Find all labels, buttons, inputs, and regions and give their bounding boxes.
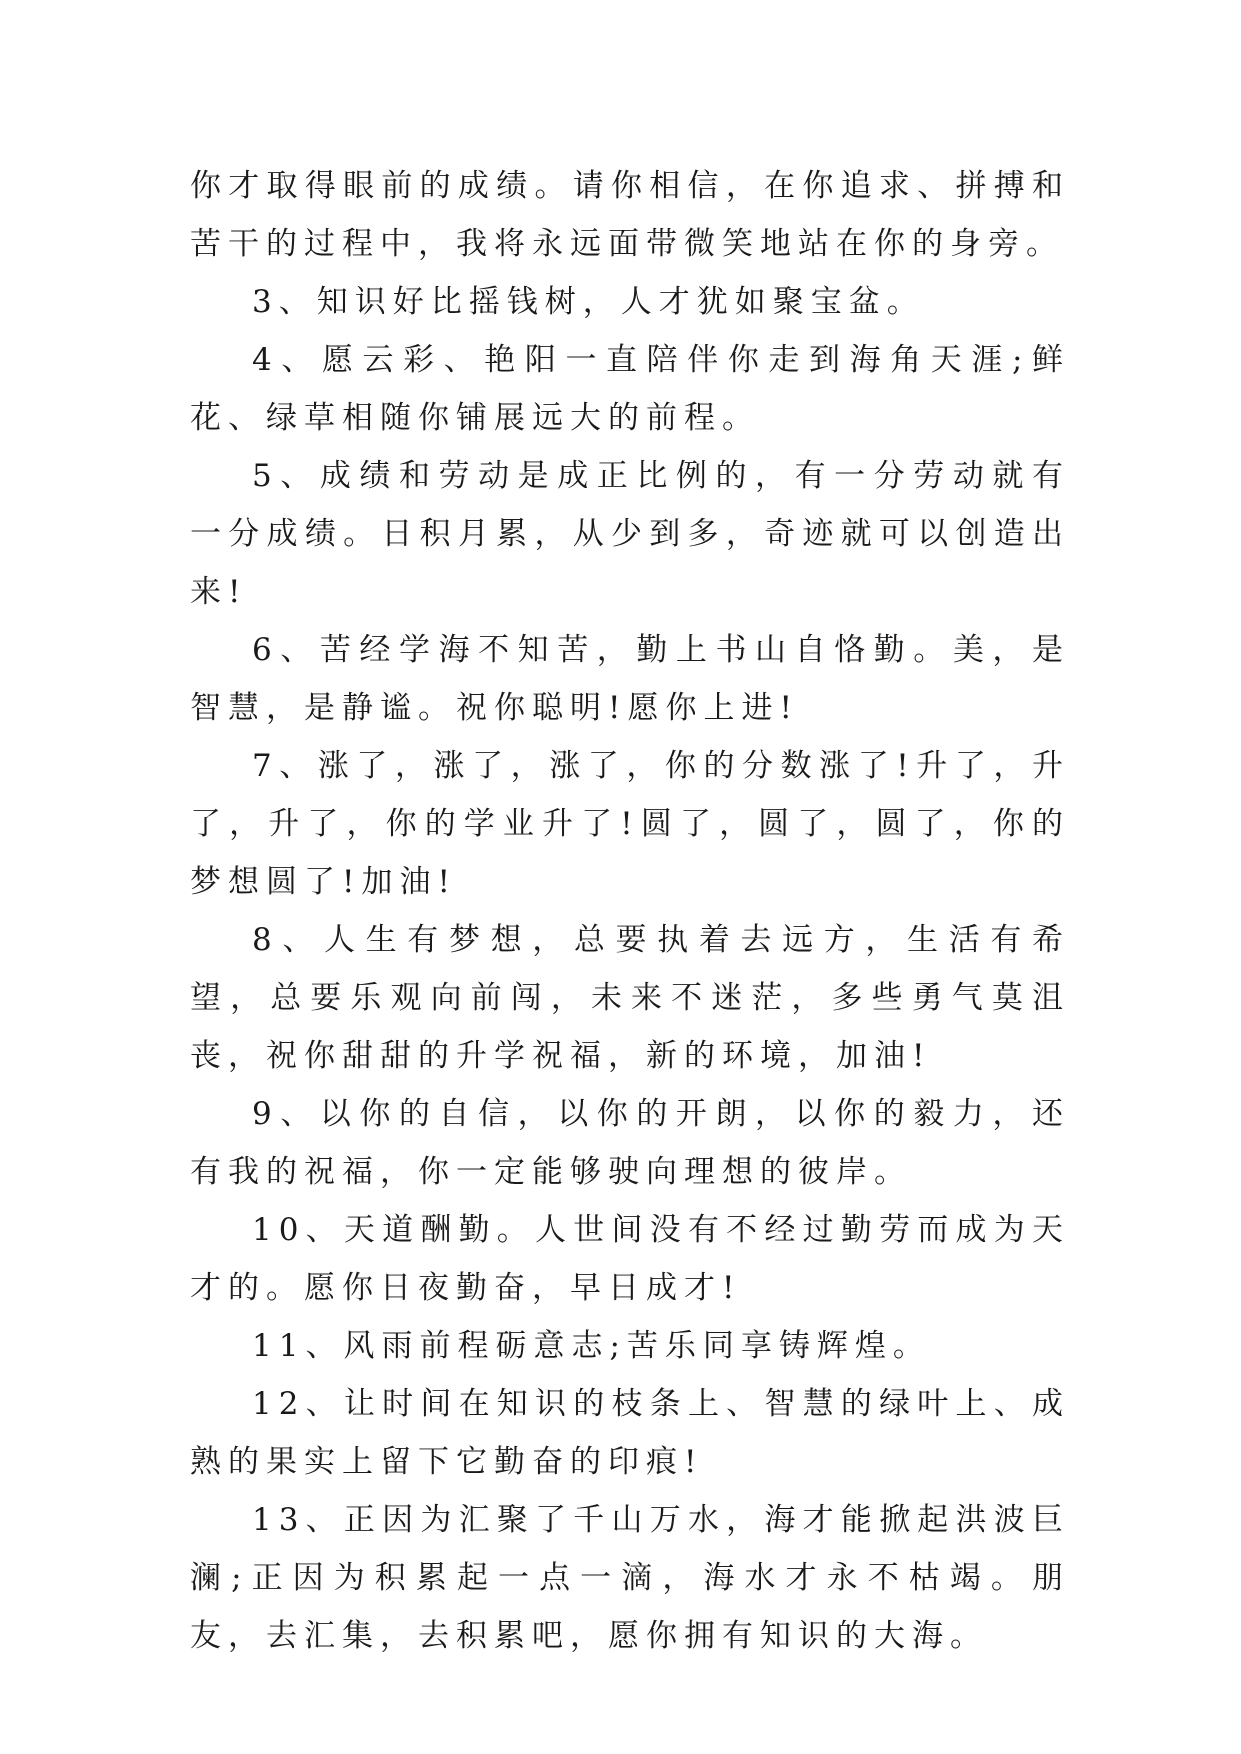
paragraph-item-8: 8、人生有梦想，总要执着去远方，生活有希望，总要乐观向前闯，未来不迷茫，多些勇气莫沮丧，祝你甜甜的升学祝福，新的环境，加油!	[190, 922, 1070, 1074]
paragraph-continued: 你才取得眼前的成绩。请你相信，在你追求、拼搏和苦干的过程中，我将永远面带微笑地站在你的身旁。	[190, 168, 1070, 262]
paragraph-item-7: 7、涨了，涨了，涨了，你的分数涨了!升了，升了，升了，你的学业升了!圆了，圆了，圆了，你的梦想圆了!加油!	[190, 748, 1070, 900]
paragraph-item-10: 10、天道酬勤。人世间没有不经过勤劳而成为天才的。愿你日夜勤奋，早日成才!	[190, 1212, 1070, 1306]
paragraph-item-12: 12、让时间在知识的枝条上、智慧的绿叶上、成熟的果实上留下它勤奋的印痕!	[190, 1386, 1070, 1480]
paragraph-item-6: 6、苦经学海不知苦，勤上书山自恪勤。美，是智慧，是静谧。祝你聪明!愿你上进!	[190, 632, 1070, 726]
paragraph-item-3: 3、知识好比摇钱树，人才犹如聚宝盆。	[252, 284, 925, 320]
paragraph-item-9: 9、以你的自信，以你的开朗，以你的毅力，还有我的祝福，你一定能够驶向理想的彼岸。	[190, 1096, 1070, 1190]
paragraph-item-5: 5、成绩和劳动是成正比例的，有一分劳动就有一分成绩。日积月累，从少到多，奇迹就可以创造出来!	[190, 458, 1070, 610]
paragraph-item-13: 13、正因为汇聚了千山万水，海才能掀起洪波巨澜;正因为积累起一点一滴，海水才永不枯竭。朋友，去汇集，去积累吧，愿你拥有知识的大海。	[190, 1502, 1070, 1654]
document-body	[190, 157, 1070, 1665]
paragraph-item-4: 4、愿云彩、艳阳一直陪伴你走到海角天涯;鲜花、绿草相随你铺展远大的前程。	[190, 342, 1070, 436]
paragraph-item-11: 11、风雨前程砺意志;苦乐同享铸辉煌。	[252, 1328, 931, 1364]
